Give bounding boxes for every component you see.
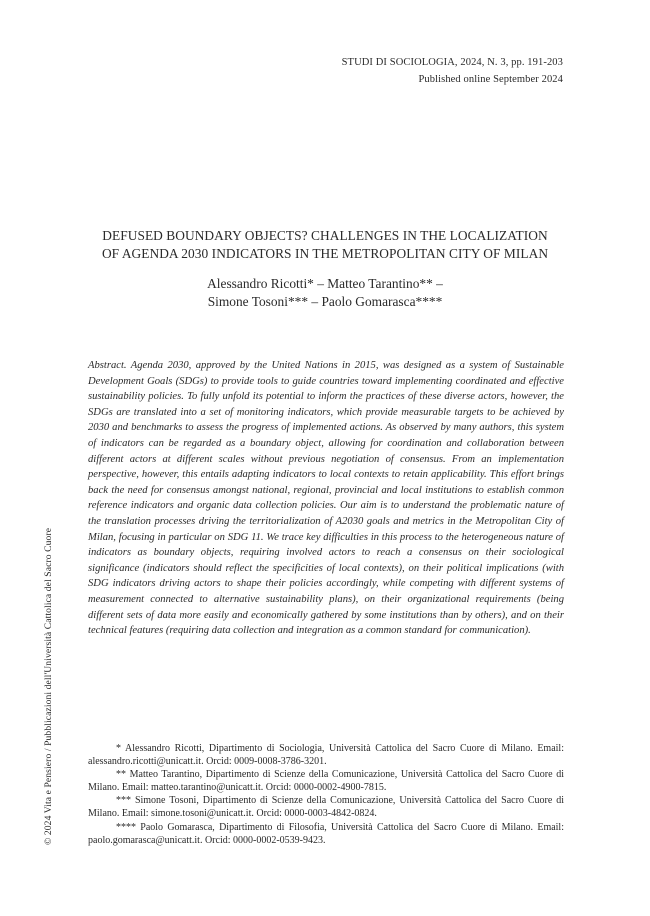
paper-title-line-1: DEFUSED BOUNDARY OBJECTS? CHALLENGES IN THE LOCALIZATION bbox=[102, 228, 548, 243]
footnotes bbox=[88, 742, 564, 847]
footnote-tosoni: *** Simone Tosoni, Dipartimento di Scienze della Comunicazione, Università Cattolica del Sacro Cuore di Milano. Email: simone.tosoni@unicatt.it. Orcid: 0000-0003-4842-0824. bbox=[88, 795, 564, 820]
journal-header bbox=[342, 54, 563, 88]
journal-citation: STUDI DI SOCIOLOGIA, 2024, N. 3, pp. 191-203 bbox=[341, 57, 563, 68]
publication-date: Published online September 2024 bbox=[418, 74, 563, 85]
paper-title bbox=[60, 227, 590, 263]
paper-title-line-2: OF AGENDA 2030 INDICATORS IN THE METROPOLITAN CITY OF MILAN bbox=[101, 246, 549, 261]
author-line-1: Alessandro Ricotti* – Matteo Tarantino** – bbox=[207, 276, 443, 291]
footnote-gomarasca: **** Paolo Gomarasca, Dipartimento di Filosofia, Università Cattolica del Sacro Cuore di Milano. Email: paolo.gomarasca@unicatt.it. Orcid: 0000-0002-0539-9423. bbox=[88, 821, 564, 846]
footnote-tarantino: ** Matteo Tarantino, Dipartimento di Scienze della Comunicazione, Università Cattolica del Sacro Cuore di Milano. Email: matteo.tarantino@unicatt.it. Orcid: 0000-0002-4900-7815. bbox=[88, 769, 564, 794]
copyright-notice: © 2024 Vita e Pensiero / Pubblicazioni dell'Università Cattolica del Sacro Cuore bbox=[43, 527, 54, 845]
author-line-2: Simone Tosoni*** – Paolo Gomarasca**** bbox=[207, 294, 443, 309]
abstract: Abstract. Agenda 2030, approved by the United Nations in 2015, was designed as a system of Sustainable Development Goals (SDGs) to provide tools to guide countries toward implementing coordinated and effective sustainability policies. To fully unfold its potential to inform the practices of these diverse actors, however, the SDGs are translated into a set of monitoring indicators, which provide measurable targets to be achieved by 2030 and benchmarks to assess the progress of implemented actions. As observed by many authors, this system of indicators can be regarded as a boundary object, allowing for coordination and collaboration between different actors at different scales without previous negotiation of consensus. From an implementation perspective, however, this entails adapting indicators to local contexts to retain applicability. This effort brings back the need for consensus amongst national, regional, provincial and local institutions to establish common reference indicators and organic data collection policies. Our aim is to understand the problematic nature of the translation processes driving the territorialization of A2030 goals and metrics in the Metropolitan City of Milan, focusing in particular on SDG 11. We trace key difficulties in this process to the heterogeneous nature of indicators as boundary objects, requiring involved actors to reach a consensus on their sociological significance (indicators should reflect the specificities of local contexts), on their political implications (with SDG indicators driving actors to shape their policies accordingly, while competing with different systems of measurement connected to alternative sustainability plans), on their organizational requirements (being different sets of data more easily and economically gathered by some institutions than by others), and on their technical features (requiring data collection and integration as a common standard for communication). bbox=[88, 360, 564, 637]
author-list bbox=[60, 275, 590, 311]
footnote-ricotti: * Alessandro Ricotti, Dipartimento di Sociologia, Università Cattolica del Sacro Cuore di Milano. Email: alessandro.ricotti@unicatt.it. Orcid: 0009-0008-3786-3201. bbox=[88, 743, 564, 768]
